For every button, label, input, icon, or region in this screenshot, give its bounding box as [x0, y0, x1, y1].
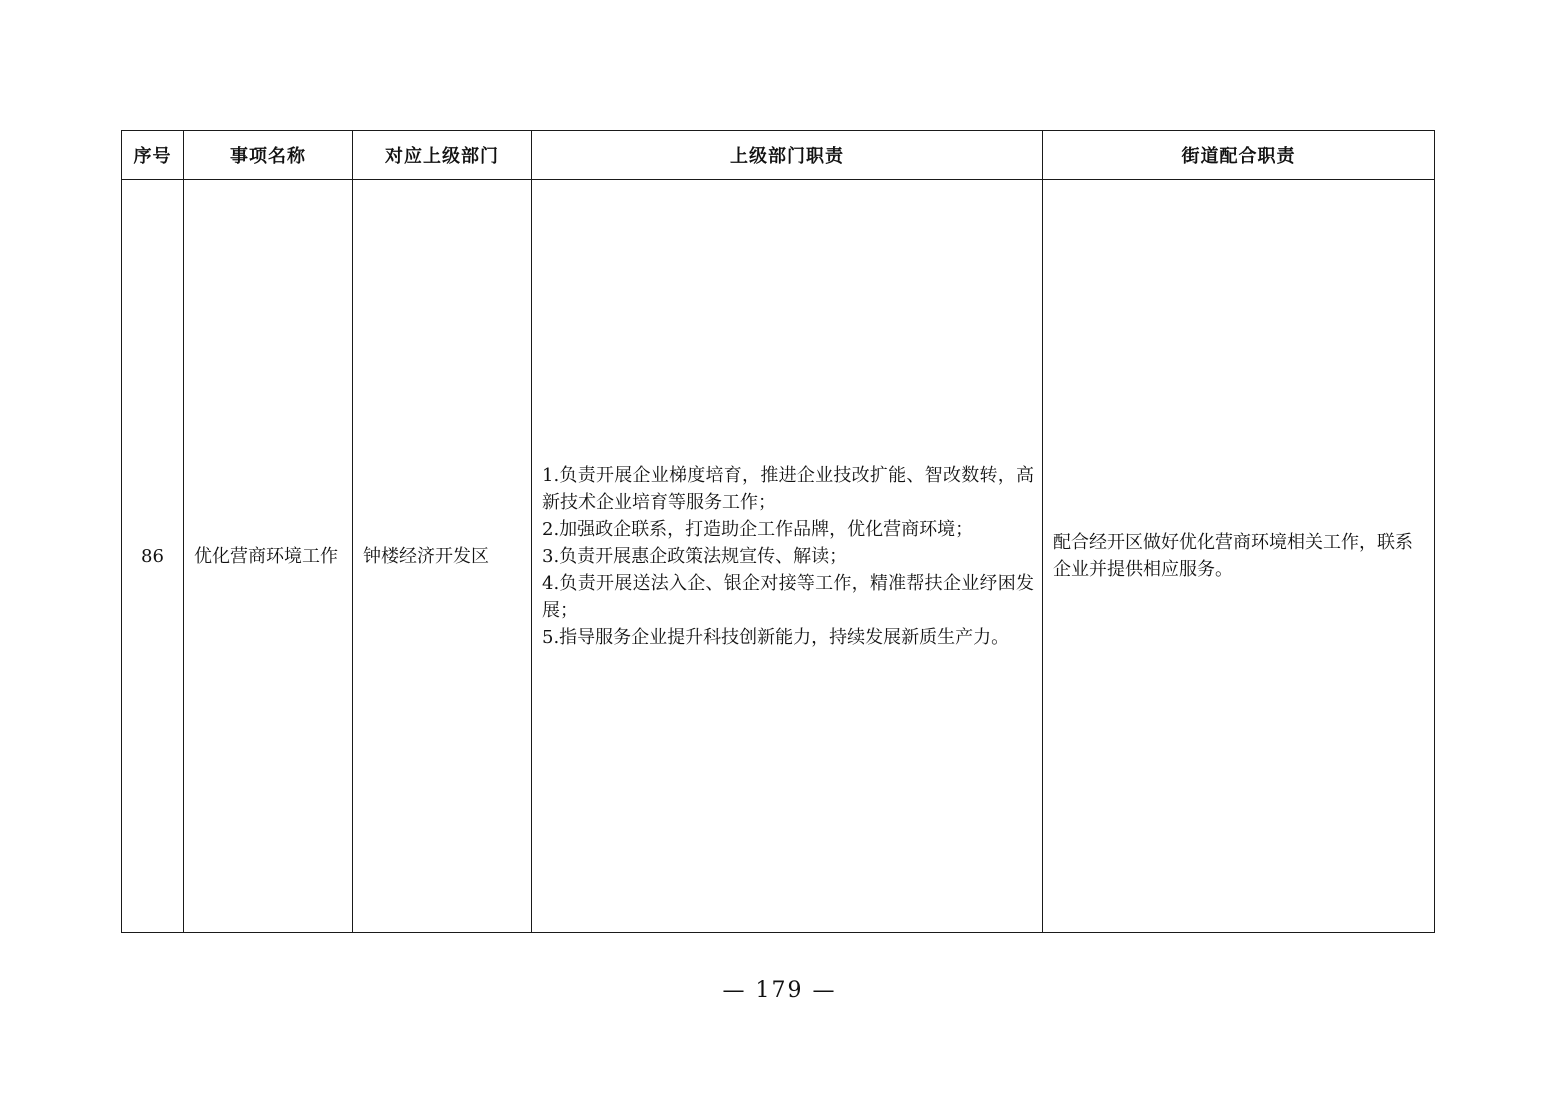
header-name: 事项名称	[184, 131, 353, 180]
cell-duties	[532, 180, 1043, 933]
cell-index: 86	[122, 180, 184, 933]
cell-cooperation: 配合经开区做好优化营商环境相关工作，联系企业并提供相应服务。	[1043, 180, 1435, 933]
header-duties: 上级部门职责	[532, 131, 1043, 180]
header-index: 序号	[122, 131, 184, 180]
table-header-row	[122, 131, 1435, 180]
cell-item-name: 优化营商环境工作	[184, 180, 353, 933]
duty-item: 3.负责开展惠企政策法规宣传、解读；	[542, 545, 848, 567]
duty-item: 4.负责开展送法入企、银企对接等工作，精准帮扶企业纾困发展；	[542, 572, 1034, 621]
header-dept: 对应上级部门	[353, 131, 532, 180]
duty-item: 5.指导服务企业提升科技创新能力，持续发展新质生产力。	[542, 626, 1010, 648]
header-coop: 街道配合职责	[1043, 131, 1435, 180]
duty-table	[121, 130, 1435, 933]
duty-item: 2.加强政企联系，打造助企工作品牌，优化营商环境；	[542, 518, 974, 540]
table-row	[122, 180, 1435, 933]
duty-item: 1.负责开展企业梯度培育，推进企业技改扩能、智改数转，高新技术企业培育等服务工作；	[542, 464, 1034, 513]
cell-department: 钟楼经济开发区	[353, 180, 532, 933]
page-number: — 179 —	[722, 978, 837, 1003]
